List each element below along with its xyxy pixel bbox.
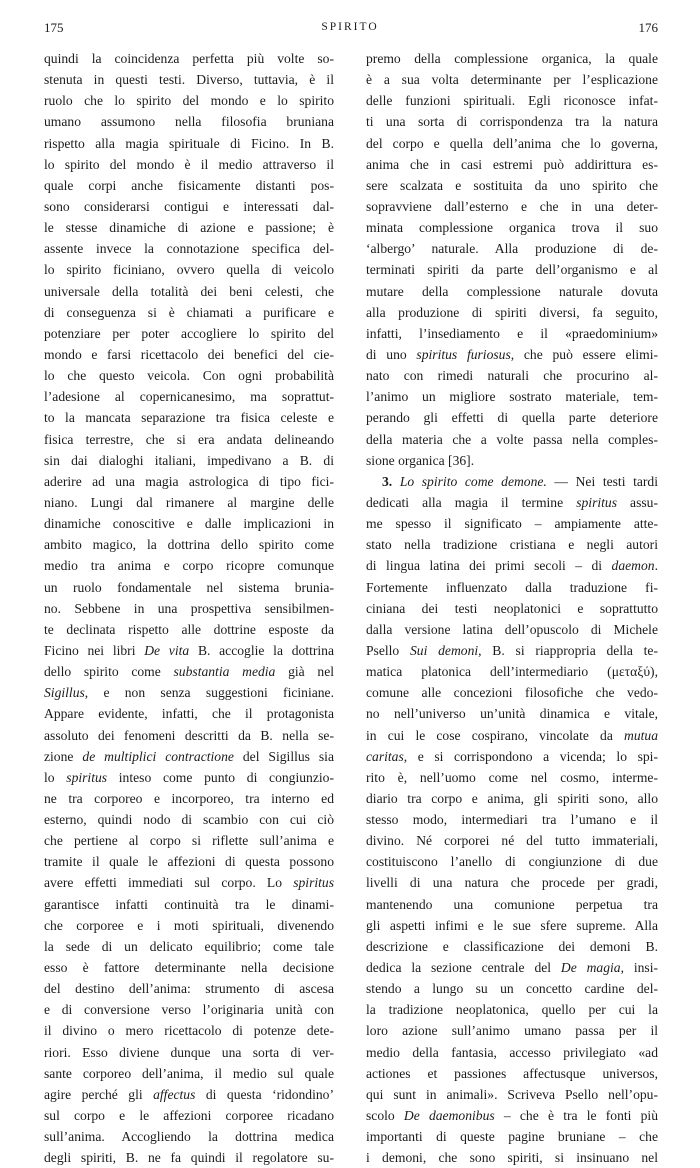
line-text: assente invece la connotazione specifica del-: [44, 241, 334, 257]
text-line: [44, 492, 334, 513]
text-line: [366, 323, 658, 344]
italic-text: spiritus: [66, 769, 108, 785]
running-title: SPIRITO: [321, 21, 379, 33]
line-text: assoluto dei fenomeni descritti da B. nella se-: [44, 727, 334, 743]
line-text: matica platonica dell’intermediario (μεταξύ),: [366, 664, 658, 680]
line-text: ti una sorta di corrispondenza tra la natura: [366, 114, 658, 130]
text-line: [44, 471, 334, 492]
line-text: Psello: [366, 642, 410, 658]
text-line: [44, 154, 334, 175]
line-text: medio tra anima e corpo ricopre comunque: [44, 558, 334, 574]
line-text: importanti di queste pagine bruniane – che: [366, 1129, 658, 1145]
text-line: [366, 492, 658, 513]
text-line: [366, 999, 658, 1020]
italic-text: mutua: [624, 727, 658, 743]
line-text: delle funzioni spirituali. Egli riconosce infat-: [366, 93, 658, 109]
text-line: [366, 281, 658, 302]
line-text: esterno, quindi nodo di scambio con cui ciò: [44, 812, 334, 828]
text-line: [44, 111, 334, 132]
text-line: [366, 809, 658, 830]
line-text: anima che in casi estremi può addirittura es-: [366, 156, 658, 172]
text-line: [366, 1126, 658, 1147]
line-text: stendo a lungo su un concetto cardine del-: [366, 981, 658, 997]
line-text: mutare della complessione naturale dovuta: [366, 283, 658, 299]
line-text: divino. Né corporei né del tutto immateriali,: [366, 833, 658, 849]
italic-text: substantia media: [173, 664, 276, 680]
line-text-after: — Nei testi tardi: [546, 473, 658, 489]
line-text: garantisce infatti continuità tra le dinami-: [44, 896, 334, 912]
line-text: alla produzione di spiriti diversi, fa seguito,: [366, 304, 658, 320]
line-text: di lingua latina dei primi secoli – di: [366, 558, 612, 574]
text-line: [44, 555, 334, 576]
line-text: scolo: [366, 1108, 404, 1124]
line-text: aderire ad una magia astrologica di tipo fici-: [44, 473, 334, 489]
line-text-after: inteso come punto di congiunzio-: [107, 769, 334, 785]
line-text: umano assumono nella filosofia bruniana: [44, 114, 334, 130]
line-text-after: di questa ‘ridondino’: [195, 1086, 334, 1102]
line-text: di conseguenza si è chiamati a purificare e: [44, 304, 334, 320]
line-text: loro azione sull’animo umano passa per il: [366, 1023, 658, 1039]
text-line: [366, 1020, 658, 1041]
text-line: [366, 534, 658, 555]
italic-text: spiritus: [293, 875, 334, 891]
line-text: stato nella tradizione cristiana e negli autori: [366, 537, 658, 553]
text-line: [366, 577, 658, 598]
text-line: [44, 302, 334, 323]
text-line: [366, 154, 658, 175]
text-line: [366, 365, 658, 386]
line-text: sin dai dialoghi italiani, impedivano a B. di: [44, 452, 334, 468]
text-line: [44, 450, 334, 471]
line-text: esso è fattore determinante nella decisione: [44, 960, 334, 976]
italic-text: Sigillus: [44, 685, 85, 701]
line-text: universale della totalità dei beni celesti, che: [44, 283, 334, 299]
line-text: lo: [44, 769, 67, 785]
line-text: ‘albergo’ naturale. Alla produzione di de-: [366, 241, 658, 257]
line-text: la sede di un delicato equilibrio; come tale: [44, 938, 334, 954]
text-line: [366, 936, 658, 957]
line-text-after: .: [654, 558, 658, 574]
line-text: sere scalzata e sostituita da uno spirito che: [366, 177, 658, 193]
italic-text: daemon: [611, 558, 655, 574]
text-line: [44, 1063, 334, 1084]
line-text: nato con rimedi naturali che procurino al-: [366, 368, 658, 384]
text-line: [366, 513, 658, 534]
line-text: no nell’universo un’unità dinamica e vitale,: [366, 706, 658, 722]
line-text: costituiscono l’anello di congiunzione di due: [366, 854, 658, 870]
line-text: fisica terrestre, che si era andata delineando: [44, 431, 334, 447]
line-text: no. Sebbene in una prospettiva sensibilmen-: [44, 600, 334, 616]
text-line: [366, 1147, 658, 1168]
line-text: che pertiene al corpo si riflette sull’anima e: [44, 833, 334, 849]
line-text: mondo e farsi ricettacolo dei benefici del cie-: [44, 346, 334, 362]
text-line: [366, 386, 658, 407]
line-text: stenuta in questi testi. Diverso, tuttavia, è il: [44, 72, 334, 88]
line-text: avere effetti immediati sul corpo. Lo: [44, 875, 294, 891]
text-line: [366, 767, 658, 788]
text-line: [44, 281, 334, 302]
right-text-column: [366, 48, 658, 1168]
text-line: [44, 598, 334, 619]
text-line: [44, 513, 334, 534]
text-line: [44, 1126, 334, 1147]
line-text: stesso modo, intermediari tra l’umano e il: [366, 812, 658, 828]
text-line: [366, 598, 658, 619]
line-text: te declinata rispetto alle dottrine esposte da: [44, 621, 334, 637]
text-line: [44, 936, 334, 957]
text-line: [366, 619, 658, 640]
italic-text: Sui demoni: [410, 642, 479, 658]
text-line: [366, 788, 658, 809]
line-text: in cui le cose cospirano, vincolate da: [366, 727, 625, 743]
text-line: [366, 1084, 658, 1105]
italic-text: caritas: [366, 748, 404, 764]
line-text: terminati spiriti da parte dell’organismo e al: [366, 262, 658, 278]
line-text: ambito magico, la dottrina dello spirito come: [44, 537, 334, 553]
section-number: 3.: [382, 473, 393, 489]
left-text-column: [44, 48, 334, 1168]
text-line: [44, 640, 334, 661]
italic-text: spiritus furiosus: [416, 346, 511, 362]
line-text: infatti, l’insediamento e il «praedominium»: [366, 325, 658, 341]
line-text: l’animo un migliore sostrato materiale, tem-: [366, 389, 658, 405]
line-text: ruolo che lo spirito del mondo e lo spirito: [44, 93, 334, 109]
text-line: [366, 725, 658, 746]
text-line: [44, 217, 334, 238]
line-text: del destino dell’anima: strumento di ascesa: [44, 981, 334, 997]
text-line: [366, 175, 658, 196]
text-line: [44, 238, 334, 259]
line-text: rito è, nell’uomo come nel cosmo, interme-: [366, 769, 658, 785]
line-text: sione organica [36].: [366, 452, 475, 468]
text-line: [366, 746, 658, 767]
line-text: perando gli effetti di quella parte deteriore: [366, 410, 658, 426]
text-line: [366, 957, 658, 978]
line-text: premo della complessione organica, la quale: [366, 51, 658, 66]
text-line: [44, 703, 334, 724]
text-line: [366, 872, 658, 893]
text-line: [44, 872, 334, 893]
line-text: Appare evidente, infatti, che il protagonista: [44, 706, 334, 722]
line-text-after: assu-: [617, 494, 658, 510]
line-text-after: , e non senza suggestioni ficiniane.: [84, 685, 334, 701]
line-text: me spesso il significato – ampiamente atte-: [366, 516, 658, 532]
line-text: Fortemente influenzato dalla traduzione fi-: [366, 579, 658, 595]
text-line: [44, 365, 334, 386]
line-text: gli aspetti infimi e le sue sfere supreme. Alla: [366, 917, 658, 933]
text-line: [44, 429, 334, 450]
italic-text: spiritus: [576, 494, 617, 510]
line-text: actiones et passiones affectusque universos,: [366, 1065, 658, 1081]
text-line: [44, 344, 334, 365]
line-text-after: già nel: [275, 664, 334, 680]
line-text: lo spirito ficiniano, ovvero quella di veicolo: [44, 262, 334, 278]
line-text: niano. Lungi dal rimanere al margine delle: [44, 494, 334, 510]
line-text: il divino o mero ricettacolo di potenze dete-: [44, 1023, 334, 1039]
text-line: [44, 978, 334, 999]
line-text: comune alle concezioni filosofiche che vedo-: [366, 685, 658, 701]
text-line: [44, 957, 334, 978]
line-text: i demoni, che sono spiriti, si insinuano nel: [366, 1150, 658, 1166]
line-text: sul corpo e le affezioni corporee ricadano: [44, 1108, 334, 1124]
italic-text: de multiplici contractione: [82, 748, 234, 764]
line-text: e di conversione verso l’originaria unità con: [44, 1002, 334, 1018]
text-line: [366, 344, 658, 365]
text-line: [44, 746, 334, 767]
text-line: [366, 640, 658, 661]
line-text: rispetto alla magia spirituale di Ficino. In B.: [44, 135, 334, 151]
text-line: [366, 830, 658, 851]
line-text: ne tra corporeo e incorporeo, tra interno ed: [44, 790, 334, 806]
line-text: diario tra corpo e anima, gli spiriti sono, allo: [366, 790, 658, 806]
line-text: le stesse dinamiche di azione e passione; è: [44, 220, 334, 236]
text-line: [44, 915, 334, 936]
line-text: qui sunt in animali». Scriveva Psello nell’opu-: [366, 1086, 658, 1102]
text-line: [44, 1084, 334, 1105]
line-text: quale corpi anche fisicamente distanti pos-: [44, 177, 334, 193]
line-text: descrizione e classificazione dei demoni B.: [366, 938, 658, 954]
page-number-left: 175: [44, 20, 64, 35]
text-line: [366, 429, 658, 450]
text-line: [366, 682, 658, 703]
running-header: [0, 20, 700, 38]
line-text: ciniana dei testi neoplatonici e soprattutto: [366, 600, 658, 616]
text-line: [44, 851, 334, 872]
line-text: lo spirito del mondo è il medio attraverso il: [44, 156, 334, 172]
line-text: dalla versione latina dell’opuscolo di Michele: [366, 621, 658, 637]
text-line: [44, 830, 334, 851]
line-text: della materia che a volte passa nella comples-: [366, 431, 658, 447]
line-text-after: B. accoglie la dottrina: [189, 642, 334, 658]
text-line: [366, 1063, 658, 1084]
text-line: [44, 69, 334, 90]
text-line: [366, 703, 658, 724]
text-line: [44, 323, 334, 344]
text-line: [44, 196, 334, 217]
text-line: [366, 238, 658, 259]
line-text: quindi la coincidenza perfetta più volte so-: [44, 51, 334, 66]
line-text: dedica la sezione centrale del: [366, 960, 561, 976]
line-text: tramite il quale le affezioni di questa possono: [44, 854, 334, 870]
line-text: dinamiche conoscitive e dalle implicazioni in: [44, 516, 334, 532]
line-text: sopravviene dall’esterno e che in una deter-: [366, 198, 658, 214]
line-text: Ficino nei libri: [44, 642, 145, 658]
line-text: del corpo e quella dell’anima che lo governa,: [366, 135, 658, 151]
text-line: [44, 577, 334, 598]
line-text-after: , B. si riappropria della te-: [478, 642, 658, 658]
line-text: un ruolo fondamentale nel sistema brunia-: [44, 579, 334, 595]
text-line: [366, 450, 658, 471]
text-line: [44, 894, 334, 915]
text-line: [366, 894, 658, 915]
line-text: sono considerarsi contigui e interessati dal-: [44, 198, 334, 214]
text-line: [44, 1042, 334, 1063]
text-line: [366, 196, 658, 217]
text-line: [366, 915, 658, 936]
line-text: l’adesione al copernicanesimo, ma soprattut-: [44, 389, 334, 405]
text-line: [44, 619, 334, 640]
line-text: di uno: [366, 346, 417, 362]
italic-text: Lo spirito come demone.: [399, 473, 547, 489]
italic-text: De daemonibus: [403, 1108, 495, 1124]
text-line: [366, 217, 658, 238]
text-line: [366, 48, 658, 69]
text-line: [44, 1020, 334, 1041]
text-line: [366, 555, 658, 576]
line-text-after: , che può essere elimi-: [510, 346, 658, 362]
text-line: [44, 1105, 334, 1126]
text-line: [44, 999, 334, 1020]
line-text: che corporee e i moti spirituali, divenendo: [44, 917, 334, 933]
page-number-right: 176: [638, 20, 658, 35]
line-text: livelli di una natura che procede per gradi,: [366, 875, 658, 891]
text-line: [366, 471, 658, 492]
text-line: [366, 851, 658, 872]
text-line: [44, 661, 334, 682]
text-line: [44, 407, 334, 428]
line-text: è a sua volta determinante per l’esplicazione: [366, 72, 658, 88]
line-text: minata complessione organica trova il suo: [366, 220, 658, 236]
text-line: [366, 661, 658, 682]
text-line: [366, 1042, 658, 1063]
text-line: [44, 682, 334, 703]
line-text: sante corporeo dell’anima, il medio sul quale: [44, 1065, 334, 1081]
text-line: [44, 534, 334, 555]
italic-text: affectus: [153, 1086, 196, 1102]
text-line: [366, 90, 658, 111]
line-text-after: – che è tra le fonti più: [494, 1108, 658, 1124]
line-text: lo che questo veicola. Con ogni probabilità: [44, 368, 334, 384]
text-line: [44, 788, 334, 809]
line-text: riori. Esso diviene dunque una sorta di ver-: [44, 1044, 334, 1060]
line-text-after: , e si corrispondono a vicenda; lo spi-: [403, 748, 658, 764]
text-line: [44, 48, 334, 69]
text-line: [44, 386, 334, 407]
text-line: [44, 90, 334, 111]
text-line: [366, 407, 658, 428]
line-text: potenziare per poter accogliere lo spirito del: [44, 325, 334, 341]
italic-text: De vita: [144, 642, 190, 658]
line-text: sull’anima. Accogliendo la dottrina medica: [44, 1129, 334, 1145]
text-line: [44, 175, 334, 196]
text-line: [366, 978, 658, 999]
text-line: [366, 69, 658, 90]
line-text-after: del Sigillus sia: [233, 748, 334, 764]
text-line: [44, 767, 334, 788]
italic-text: De magia: [560, 960, 621, 976]
line-text: dedicati alla magia il termine: [366, 494, 577, 510]
text-line: [44, 725, 334, 746]
line-text: mantenendo una comunione perpetua tra: [366, 896, 658, 912]
text-line: [44, 133, 334, 154]
line-text: medio della fantasia, accesso privilegiato «ad: [366, 1044, 658, 1060]
text-line: [366, 133, 658, 154]
text-line: [44, 1147, 334, 1168]
line-text: agire perché gli: [44, 1086, 154, 1102]
line-text: to la mancata separazione tra fisica celeste e: [44, 410, 334, 426]
line-text: zione: [44, 748, 83, 764]
line-text: la tradizione neoplatonica, quello per cui la: [366, 1002, 658, 1018]
text-line: [366, 259, 658, 280]
line-text-after: , insi-: [620, 960, 658, 976]
text-line: [366, 111, 658, 132]
line-text: degli spiriti, B. ne fa quindi il regolatore su-: [44, 1150, 334, 1166]
text-line: [366, 1105, 658, 1126]
text-line: [366, 302, 658, 323]
line-text: dello spirito come: [44, 664, 174, 680]
text-line: [44, 259, 334, 280]
text-line: [44, 809, 334, 830]
